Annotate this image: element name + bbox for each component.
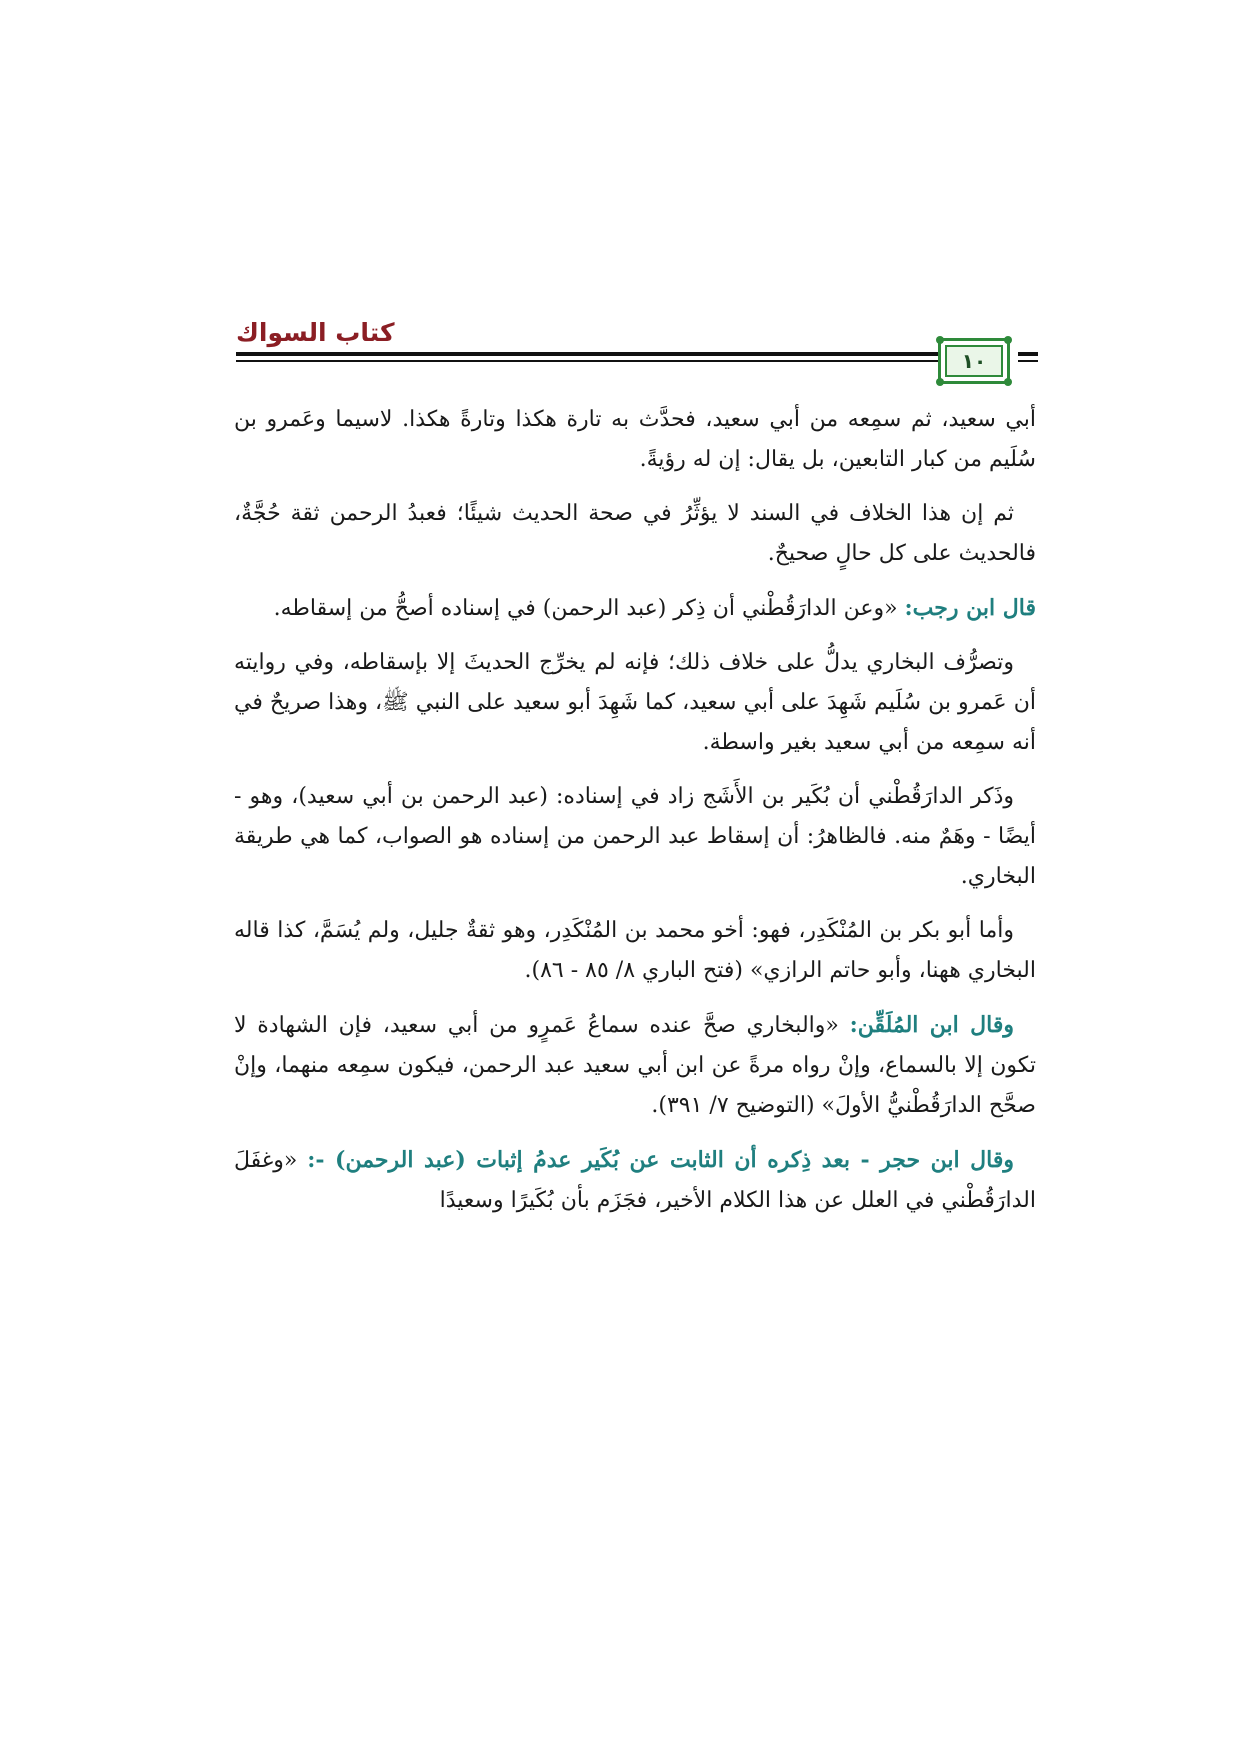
paragraph [234,643,1036,763]
paragraph-text: وتصرُّف البخاري يدلُّ على خلاف ذلك؛ فإنه لم يخرِّج الحديثَ إلا بإسقاطه، وفي روايته أن عَمرو بن سُلَيم شَهِدَ على أبي سعيد، كما شَهِدَ أبو سعيد على النبي ﷺ، وهذا صريحٌ في أنه سمِعه من أبي سعيد بغير واسطة. [234,650,1036,755]
body-text [234,400,1036,1235]
paragraph [234,494,1036,574]
paragraph [234,1005,1036,1126]
header-rule-end-thin [1018,360,1038,362]
paragraph-text: أبي سعيد، ثم سمِعه من أبي سعيد، فحدَّث به تارة هكذا وتارةً هكذا. لاسيما وعَمرو بن سُلَيم من كبار التابعين، بل يقال: إن له رؤيةً. [234,407,1036,472]
paragraph [234,400,1036,480]
quote-text: «والبخاري صحَّ عنده سماعُ عَمرٍو من أبي سعيد، فإن الشهادة لا تكون إلا بالسماع، وإنْ رواه مرةً عن ابن أبي سعيد عبد الرحمن، فيكون سمِعه منهما، وإنْ صحَّح الدارَقُطْنيُّ الأولَ» (التوضيح ٧/ ٣٩١). [234,1013,1036,1118]
paragraph-text: وأما أبو بكر بن المُنْكَدِر، فهو: أخو محمد بن المُنْكَدِر، وهو ثقةٌ جليل، ولم يُسَمَّ، كذا قاله البخاري ههنا، وأبو حاتم الرازي» (فتح الباري ٨/ ٨٥ - ٨٦). [234,918,1036,983]
paragraph [234,777,1036,897]
header-rule-thin [236,360,980,362]
quote-text: «وعن الدارَقُطْني أن ذِكر (عبد الرحمن) في إسناده أصحُّ من إسقاطه. [273,596,905,621]
speaker-label: وقال ابن حجر - بعد ذِكره أن الثابت عن بُكَير عدمُ إثبات (عبد الرحمن) -: [307,1147,1014,1173]
header-rule-end-thick [1018,352,1038,356]
paragraph [234,1140,1036,1221]
book-title: كتاب السواك [236,318,395,347]
speaker-label: وقال ابن المُلَقِّن: [849,1012,1014,1038]
paragraph [234,588,1036,629]
page-number-frame [938,338,1010,384]
header-rule-thick [236,352,980,356]
paragraph [234,911,1036,991]
paragraph-text: وذَكر الدارَقُطْني أن بُكَير بن الأَشَج زاد في إسناده: (عبد الرحمن بن أبي سعيد)، وهو - أيضًا - وهَمٌ منه. فالظاهرُ: أن إسقاط عبد الرحمن من إسناده هو الصواب، كما هي طريقة البخاري. [234,784,1036,889]
paragraph-text: ثم إن هذا الخلاف في السند لا يؤثِّرُ في صحة الحديث شيئًا؛ فعبدُ الرحمن ثقة حُجَّةٌ، فالحديث على كل حالٍ صحيحٌ. [234,501,1036,566]
speaker-label: قال ابن رجب: [904,595,1036,621]
quote-text: «وغفَلَ الدارَقُطْني في العلل عن هذا الكلام الأخير، فجَزَم بأن بُكَيرًا وسعيدًا [234,1148,1036,1213]
page-number: ١٠ [961,349,987,373]
